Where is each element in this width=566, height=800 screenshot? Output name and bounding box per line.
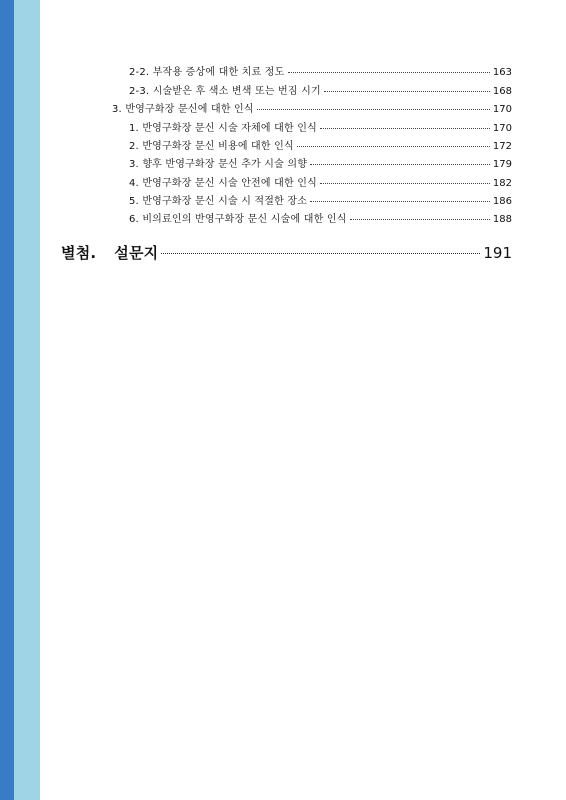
dot-leader bbox=[310, 163, 490, 165]
dot-leader bbox=[350, 218, 490, 220]
appendix-page: 191 bbox=[483, 244, 512, 262]
toc-entry-page: 179 bbox=[492, 159, 512, 170]
toc-entry bbox=[129, 67, 512, 79]
toc-entry bbox=[112, 104, 512, 116]
toc-entry-title: 1. 반영구화장 문신 시술 자체에 대한 인식 bbox=[129, 123, 317, 134]
toc-entry-page: 170 bbox=[492, 104, 512, 115]
dot-leader bbox=[320, 127, 490, 129]
dot-leader bbox=[288, 71, 490, 73]
toc-entry bbox=[129, 86, 512, 98]
toc-entry-page: 172 bbox=[492, 141, 512, 152]
toc-entry bbox=[129, 178, 512, 190]
toc-entry-title: 5. 반영구화장 문신 시술 시 적절한 장소 bbox=[129, 196, 308, 207]
toc-appendix-entry bbox=[61, 244, 512, 262]
toc-entry bbox=[129, 123, 512, 135]
appendix-title: 설문지 bbox=[114, 244, 159, 262]
toc-entry-page: 163 bbox=[492, 67, 512, 78]
toc-entry-title: 3. 향후 반영구화장 문신 추가 시술 의향 bbox=[129, 159, 308, 170]
toc-entry-title: 4. 반영구화장 문신 시술 안전에 대한 인식 bbox=[129, 178, 317, 189]
dot-leader bbox=[257, 108, 490, 110]
toc-entry-page: 182 bbox=[492, 178, 512, 189]
toc-entry-page: 170 bbox=[492, 123, 512, 134]
dot-leader bbox=[161, 252, 480, 254]
toc-entry-page: 186 bbox=[492, 196, 512, 207]
toc-entry-page: 168 bbox=[492, 86, 512, 97]
toc-entry bbox=[129, 159, 512, 171]
dot-leader bbox=[310, 200, 490, 202]
toc-entry bbox=[129, 196, 512, 208]
dot-leader bbox=[324, 90, 490, 92]
appendix-label: 별첨. bbox=[61, 244, 97, 262]
toc-entry-title: 6. 비의료인의 반영구화장 문신 시술에 대한 인식 bbox=[129, 214, 347, 225]
toc-entry bbox=[129, 141, 512, 153]
toc-entry-page: 188 bbox=[492, 214, 512, 225]
dot-leader bbox=[297, 145, 490, 147]
toc-entry-title: 2-2. 부작용 증상에 대한 치료 정도 bbox=[129, 67, 285, 78]
dot-leader bbox=[320, 182, 490, 184]
toc-entry bbox=[129, 214, 512, 226]
toc-entry-title: 3. 반영구화장 문신에 대한 인식 bbox=[112, 104, 254, 115]
toc-entry-title: 2. 반영구화장 문신 비용에 대한 인식 bbox=[129, 141, 294, 152]
toc-entry-title: 2-3. 시술받은 후 색소 변색 또는 번짐 시기 bbox=[129, 86, 321, 97]
